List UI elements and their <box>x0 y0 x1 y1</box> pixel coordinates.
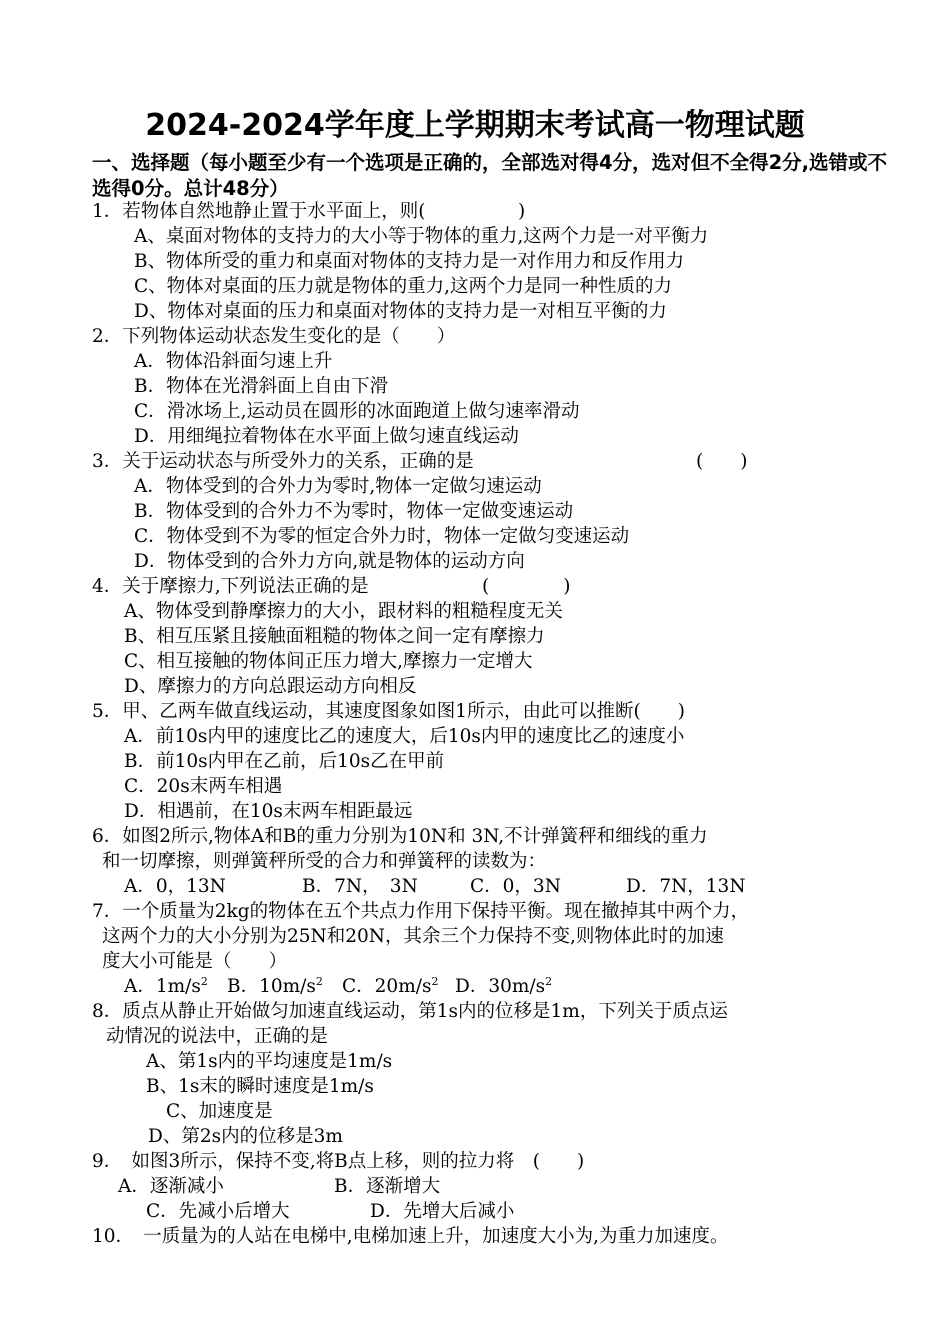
q9-option-c: C．先减小后增大 <box>146 1201 290 1222</box>
question-10: 10． 一质量为的人站在电梯中,电梯加速上升，加速度大小为,为重力加速度。 <box>92 1226 729 1247</box>
q1-option-c: C、物体对桌面的压力就是物体的重力,这两个力是同一种性质的力 <box>134 276 673 297</box>
question-8-cont: 动情况的说法中，正确的是 <box>106 1026 329 1047</box>
question-9: 9． 如图3所示，保持不变,将B点上移，则的拉力将 ( ) <box>92 1151 585 1172</box>
q2-option-d: D．用细绳拉着物体在水平面上做匀速直线运动 <box>134 426 519 447</box>
question-5: 5．甲、乙两车做直线运动，其速度图象如图1所示，由此可以推断( ) <box>92 701 685 722</box>
q6-option-d: D．7N，13N <box>626 876 746 897</box>
q5-option-b: B．前10s内甲在乙前，后10s乙在甲前 <box>124 751 445 772</box>
q5-option-a: A．前10s内甲的速度比乙的速度大，后10s内甲的速度比乙的速度小 <box>124 726 685 747</box>
q3-option-b: B．物体受到的合外力不为零时，物体一定做变速运动 <box>134 501 574 522</box>
q1-option-a: A、桌面对物体的支持力的大小等于物体的重力,这两个力是一对平衡力 <box>134 226 709 247</box>
q4-option-c: C、相互接触的物体间正压力增大,摩擦力一定增大 <box>124 651 533 672</box>
q4-option-b: B、相互压紧且接触面粗糙的物体之间一定有摩擦力 <box>124 626 545 647</box>
question-6-cont: 和一切摩擦，则弹簧秤所受的合力和弹簧秤的读数为： <box>102 851 547 872</box>
question-6: 6．如图2所示,物体A和B的重力分别为10N和 3N,不计弹簧秤和细线的重力 <box>92 826 708 847</box>
q7-option-c: C．$20m/s^2$ <box>342 975 439 997</box>
question-1: 1．若物体自然地静止置于水平面上，则( ) <box>92 201 526 222</box>
q8-option-b: B、1s末的瞬时速度是1m/s <box>146 1076 374 1097</box>
q2-option-c: C．滑冰场上,运动员在圆形的冰面跑道上做匀速率滑动 <box>134 401 580 422</box>
q4-answer-bracket: ( ) <box>482 576 571 597</box>
question-7-cont2: 度大小可能是（ ） <box>102 951 288 972</box>
q6-option-b: B．7N， 3N <box>302 876 418 897</box>
q9-option-b: B．逐渐增大 <box>334 1176 441 1197</box>
q9-option-a: A．逐渐减小 <box>118 1176 224 1197</box>
q3-answer-bracket: ( ) <box>696 451 748 472</box>
q3-option-c: C．物体受到不为零的恒定合外力时，物体一定做匀变速运动 <box>134 526 630 547</box>
question-8: 8．质点从静止开始做匀加速直线运动，第1s内的位移是1m，下列关于质点运 <box>92 1001 728 1022</box>
q5-option-d: D．相遇前，在10s末两车相距最远 <box>124 801 413 822</box>
question-2: 2．下列物体运动状态发生变化的是（ ） <box>92 326 456 347</box>
q2-option-a: A．物体沿斜面匀速上升 <box>134 351 333 372</box>
q9-option-d: D．先增大后减小 <box>370 1201 515 1222</box>
q1-option-b: B、物体所受的重力和桌面对物体的支持力是一对作用力和反作用力 <box>134 251 685 272</box>
question-7-cont: 这两个力的大小分别为25N和20N，其余三个力保持不变,则物体此时的加速 <box>102 926 724 947</box>
exam-title: 2024-2024学年度上学期期末考试高一物理试题 <box>145 108 805 143</box>
q3-option-a: A．物体受到的合外力为零时,物体一定做匀速运动 <box>134 476 542 497</box>
question-7: 7．一个质量为2kg的物体在五个共点力作用下保持平衡。现在撤掉其中两个力， <box>92 901 750 922</box>
q4-option-d: D、摩擦力的方向总跟运动方向相反 <box>124 676 417 697</box>
q3-option-d: D．物体受到的合外力方向,就是物体的运动方向 <box>134 551 525 572</box>
q5-option-c: C．20s末两车相遇 <box>124 776 283 797</box>
q8-option-c: C、加速度是 <box>166 1101 273 1122</box>
q8-option-d: D、第2s内的位移是3m <box>148 1126 343 1147</box>
q7-option-d: D．$30m/s^2$ <box>455 975 553 997</box>
q6-option-c: C．0，3N <box>470 876 561 897</box>
q6-option-a: A．0，13N <box>124 876 226 897</box>
q2-option-b: B．物体在光滑斜面上自由下滑 <box>134 376 389 397</box>
q8-option-a: A、第1s内的平均速度是1m/s <box>146 1051 393 1072</box>
section-heading: 一、选择题（每小题至少有一个选项是正确的，全部选对得4分，选对但不全得2分,选错或不选得0分。总计48分） <box>92 151 888 200</box>
q4-option-a: A、物体受到静摩擦力的大小，跟材料的粗糙程度无关 <box>124 601 563 622</box>
q1-option-d: D、物体对桌面的压力和桌面对物体的支持力是一对相互平衡的力 <box>134 301 667 322</box>
q7-option-b: B．$10m/s^2$ <box>227 975 323 997</box>
question-4: 4．关于摩擦力,下列说法正确的是 <box>92 576 369 597</box>
question-3: 3．关于运动状态与所受外力的关系，正确的是 <box>92 451 474 472</box>
q7-option-a: A．$1m/s^2$ <box>124 975 208 997</box>
